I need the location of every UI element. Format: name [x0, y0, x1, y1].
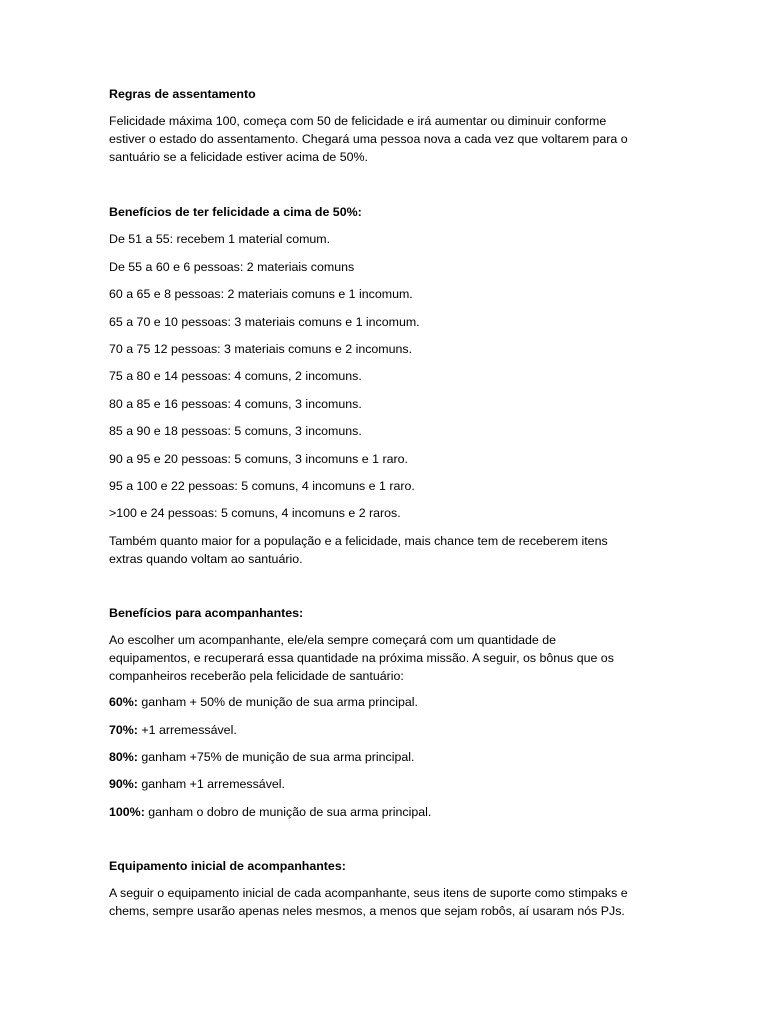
bonus-text: ganham + 50% de munição de sua arma principal. — [137, 695, 418, 709]
paragraph-line: Ao escolher um acompanhante, ele/ela sempre começará com um quantidade de — [109, 633, 557, 647]
list-item: 95 a 100 e 22 pessoas: 5 comuns, 4 incomuns e 1 raro. — [109, 479, 415, 493]
list-item: 60 a 65 e 8 pessoas: 2 materiais comuns e 1 incomum. — [109, 287, 413, 301]
bonus-text: ganham +1 arremessável. — [137, 777, 285, 791]
list-item: 90 a 95 e 20 pessoas: 5 comuns, 3 incomuns e 1 raro. — [109, 452, 408, 466]
bonus-text: +1 arremessável. — [137, 723, 237, 737]
note-line: Também quanto maior for a população e a felicidade, mais chance tem de receberem itens — [109, 534, 608, 548]
list-item: De 55 a 60 e 6 pessoas: 2 materiais comuns — [109, 260, 355, 274]
paragraph-line: Felicidade máxima 100, começa com 50 de felicidade e irá aumentar ou diminuir conforme — [109, 114, 607, 128]
heading-settlement-rules: Regras de assentamento — [109, 87, 256, 101]
list-item: >100 e 24 pessoas: 5 comuns, 4 incomuns e 2 raros. — [109, 506, 401, 520]
bonus-item — [109, 722, 237, 738]
bonus-text: ganham +75% de munição de sua arma principal. — [137, 750, 415, 764]
paragraph-line: A seguir o equipamento inicial de cada acompanhante, seus itens de suporte como stimpaks e — [109, 886, 628, 900]
heading-initial-equipment: Equipamento inicial de acompanhantes: — [109, 859, 346, 873]
bonus-level: 100%: — [109, 805, 145, 819]
bonus-level: 90%: — [109, 777, 138, 791]
list-item: 85 a 90 e 18 pessoas: 5 comuns, 3 incomuns. — [109, 424, 362, 438]
note-line: extras quando voltam ao santuário. — [109, 552, 303, 566]
paragraph-line: estiver o estado do assentamento. Chegará uma pessoa nova a cada vez que voltarem para o — [109, 132, 628, 146]
bonus-level: 80%: — [109, 750, 138, 764]
bonus-text: ganham o dobro de munição de sua arma principal. — [144, 805, 432, 819]
list-item: De 51 a 55: recebem 1 material comum. — [109, 232, 331, 246]
bonus-item — [109, 776, 285, 792]
bonus-level: 70%: — [109, 723, 138, 737]
list-item: 65 a 70 e 10 pessoas: 3 materiais comuns e 1 incomum. — [109, 315, 420, 329]
bonus-item — [109, 694, 418, 710]
heading-companions: Benefícios para acompanhantes: — [109, 606, 304, 620]
heading-benefits: Benefícios de ter felicidade a cima de 50%: — [109, 205, 362, 219]
paragraph-line: equipamentos, e recuperará essa quantidade na próxima missão. A seguir, os bônus que os — [109, 651, 614, 665]
list-item: 80 a 85 e 16 pessoas: 4 comuns, 3 incomuns. — [109, 397, 362, 411]
paragraph-line: chems, sempre usarão apenas neles mesmos, a menos que sejam robôs, aí usaram nós PJs. — [109, 904, 625, 918]
paragraph-line: companheiros receberão pela felicidade de santuário: — [109, 669, 404, 683]
list-item: 70 a 75 12 pessoas: 3 materiais comuns e 2 incomuns. — [109, 342, 413, 356]
paragraph-line: santuário se a felicidade estiver acima de 50%. — [109, 150, 368, 164]
list-item: 75 a 80 e 14 pessoas: 4 comuns, 2 incomuns. — [109, 369, 362, 383]
bonus-item — [109, 804, 431, 820]
bonus-level: 60%: — [109, 695, 138, 709]
bonus-item — [109, 749, 414, 765]
